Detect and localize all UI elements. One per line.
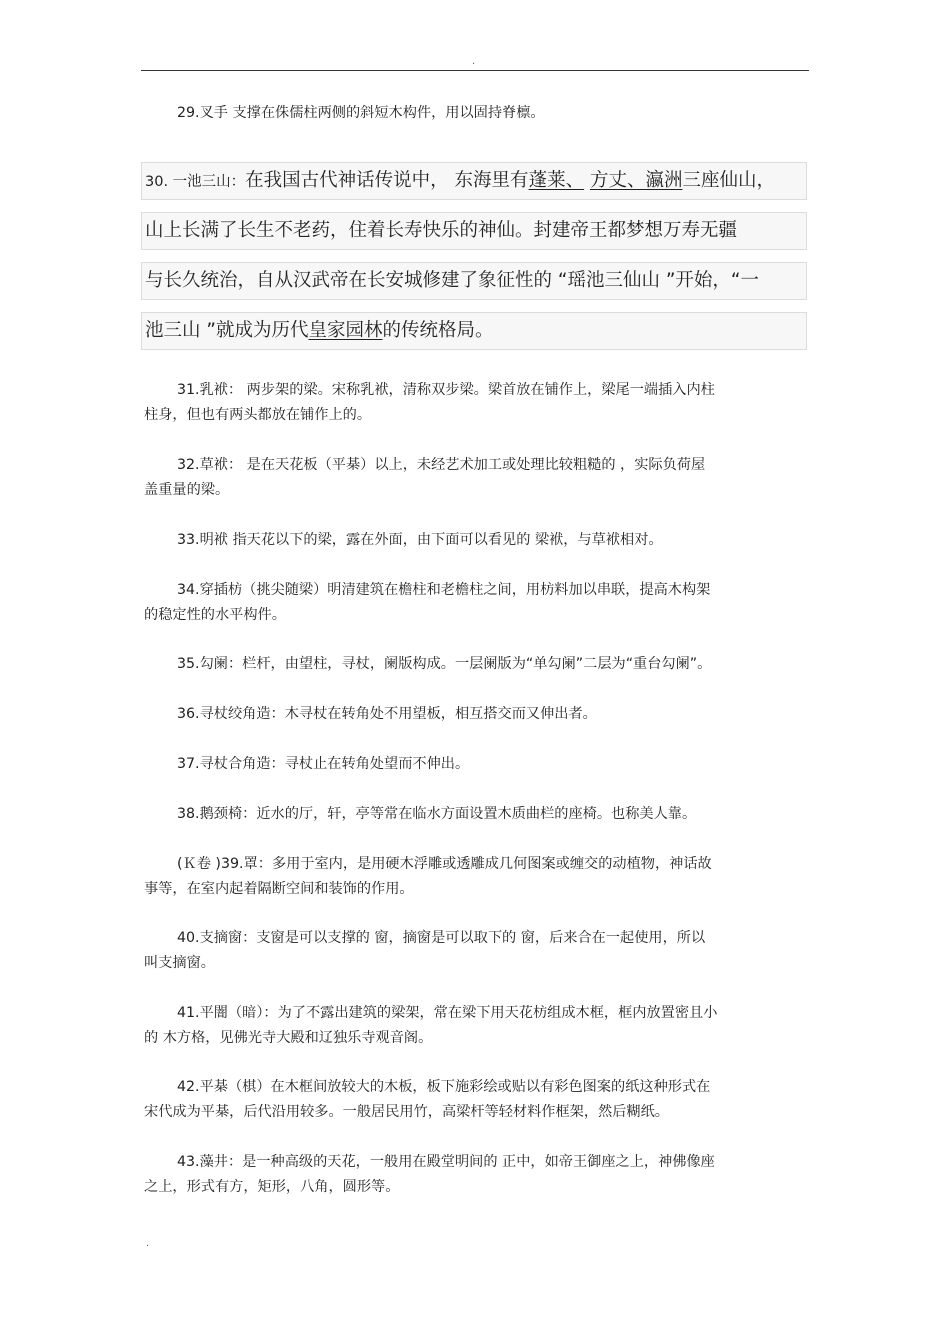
entry-line: 29.叉手 支撑在侏儒柱两侧的斜短木构件，用以固持脊檩。 [177,105,545,121]
link-penglai[interactable]: 蓬莱、 [528,170,585,191]
entry-line: 盖重量的梁。 [144,482,230,498]
entry-42 [144,1075,812,1125]
entry-30-label: 30. 一池三山： [145,174,246,190]
entry-30-line-2 [141,212,807,250]
entry-30-line-1 [141,162,807,200]
header-dot: . [472,56,476,67]
entry-29 [144,101,812,126]
entry-30-text: 在我国古代神话传说中， 东海里有 [245,170,529,191]
link-fangzhang[interactable]: 方丈、 [589,170,646,191]
entry-40 [144,926,812,976]
entry-line: 37.寻杖合角造：寻杖止在转角处望而不伸出。 [177,756,470,772]
link-royal-garden[interactable]: 皇家园林 [308,320,383,341]
entry-36 [144,702,812,727]
entry-line: 43.藻井：是一种高级的天花，一般用在殿堂明间的 正中，如帝王御座之上，神佛像座 [177,1154,715,1170]
entry-31 [144,378,812,428]
link-yingzhou[interactable]: 瀛洲 [645,170,683,191]
entry-35 [144,652,812,677]
entry-38 [144,802,812,827]
entry-30-line-3 [141,262,807,300]
entry-line: 34.穿插枋（挑尖随梁）明清建筑在檐柱和老檐柱之间，用枋料加以串联，提高木构架 [177,582,711,598]
footer-dot: . [146,1238,150,1249]
entry-line: 的 木方格，见佛光寺大殿和辽独乐寺观音阁。 [144,1030,433,1046]
entry-line: (Ｋ卷 )39.罩：多用于室内，是用硬木浮雕或透雕成几何图案或缠交的动植物，神话故 [177,856,712,872]
entry-30-text: 三座仙山， [682,170,776,191]
entry-39 [144,852,812,902]
entry-line: 叫支摘窗。 [144,955,215,971]
entry-43 [144,1150,812,1200]
entry-line: 柱身，但也有两头都放在铺作上的。 [144,407,372,423]
entry-41 [144,1001,812,1051]
entry-line: 的稳定性的水平构件。 [144,607,286,623]
entry-line: 40.支摘窗：支窗是可以支撑的 窗，摘窗是可以取下的 窗，后来合在一起使用，所以 [177,930,706,946]
entry-line: 33.明袱 指天花以下的梁，露在外面，由下面可以看见的 梁袱，与草袱相对。 [177,532,663,548]
entry-line: 宋代成为平棊，后代沿用较多。一般居民用竹，高梁杆等轻材料作框架，然后糊纸。 [144,1104,669,1120]
entry-30-line-4 [141,312,807,350]
entry-30-text: 池三山 ”就成为历代 [145,320,309,341]
entry-30-text: 与长久统治，自从汉武帝在长安城修建了象征性的 “瑶池三仙山 ”开始，“一 [145,270,760,291]
entry-line: 41.平闇（暗）：为了不露出建筑的梁架，常在梁下用天花枋组成木框，框内放置密且小 [177,1005,718,1021]
entry-line: 之上，形式有方，矩形，八角，圆形等。 [144,1179,400,1195]
entry-line: 事等，在室内起着隔断空间和装饰的作用。 [144,881,414,897]
entry-33 [144,528,812,553]
entry-line: 42.平棊（棋）在木框间放较大的木板，板下施彩绘或贴以有彩色图案的纸这种形式在 [177,1079,711,1095]
entry-line: 36.寻杖绞角造：木寻杖在转角处不用望板，相互搭交而又伸出者。 [177,706,597,722]
entry-34 [144,578,812,628]
header-rule [141,70,809,71]
entry-30-text: 山上长满了长生不老药，住着长寿快乐的神仙。封建帝王都梦想万寿无疆 [145,220,738,241]
entry-line: 31.乳袱： 两步架的梁。宋称乳袱，清称双步梁。梁首放在铺作上，梁尾一端插入内柱 [177,382,715,398]
entry-line: 35.勾阑：栏杆，由望柱，寻杖，阑版构成。一层阑版为“单勾阑”二层为“重台勾阑”。 [177,656,712,672]
entry-37 [144,752,812,777]
entry-30-text: 的传统格局。 [382,320,494,341]
entry-32 [144,453,812,503]
entry-line: 32.草袱： 是在天花板（平棊）以上，未经艺术加工或处理比较粗糙的 ，实际负荷屋 [177,457,706,473]
entry-line: 38.鹅颈椅：近水的厅，轩，亭等常在临水方面设置木质曲栏的座椅。也称美人靠。 [177,806,697,822]
